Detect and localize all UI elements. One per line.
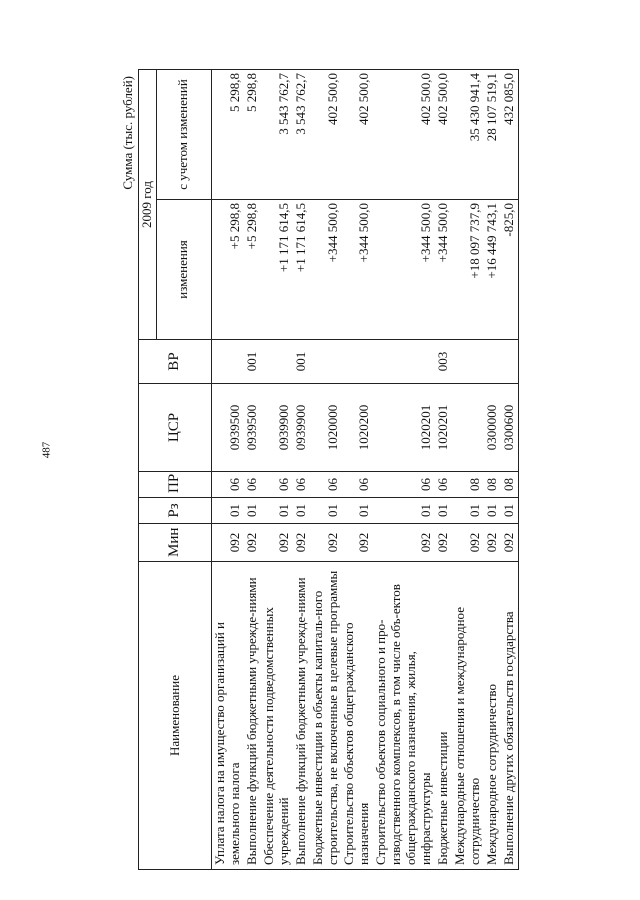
row-rz: 01 bbox=[261, 498, 293, 524]
row-vr bbox=[501, 340, 518, 384]
row-min: 092 bbox=[373, 524, 435, 562]
header-min: Мин bbox=[139, 524, 212, 562]
row-csr: 0939900 bbox=[293, 384, 310, 472]
row-min: 092 bbox=[484, 524, 501, 562]
row-rz: 01 bbox=[501, 498, 518, 524]
row-total: 35 430 941,4 bbox=[452, 70, 484, 200]
header-year: 2009 год bbox=[139, 70, 157, 340]
row-vr bbox=[452, 340, 484, 384]
row-csr: 0939900 bbox=[261, 384, 293, 472]
row-pr: 06 bbox=[261, 472, 293, 498]
row-rz: 01 bbox=[211, 498, 243, 524]
rotated-page-content bbox=[120, 70, 600, 870]
row-change: +18 097 737,9 bbox=[452, 200, 484, 340]
row-min: 092 bbox=[341, 524, 373, 562]
row-csr: 1020201 bbox=[435, 384, 452, 472]
table-row bbox=[341, 70, 373, 870]
row-min: 092 bbox=[293, 524, 310, 562]
row-name: Международные отношения и международное сотрудничество bbox=[452, 562, 484, 870]
row-change: +5 298,8 bbox=[211, 200, 243, 340]
row-vr bbox=[211, 340, 243, 384]
row-vr: 001 bbox=[293, 340, 310, 384]
row-change: -825,0 bbox=[501, 200, 518, 340]
row-total: 28 107 519,1 bbox=[484, 70, 501, 200]
row-name: Бюджетные инвестиции bbox=[435, 562, 452, 870]
row-name: Выполнение функций бюджетными учрежде-ниями bbox=[293, 562, 310, 870]
row-min: 092 bbox=[435, 524, 452, 562]
header-csr: ЦСР bbox=[139, 384, 212, 472]
row-change: +1 171 614,5 bbox=[261, 200, 293, 340]
row-total: 432 085,0 bbox=[501, 70, 518, 200]
row-total: 3 543 762,7 bbox=[261, 70, 293, 200]
row-csr: 0300600 bbox=[501, 384, 518, 472]
row-change: +344 500,0 bbox=[341, 200, 373, 340]
row-csr: 1020200 bbox=[341, 384, 373, 472]
row-rz: 01 bbox=[373, 498, 435, 524]
row-change: +344 500,0 bbox=[373, 200, 435, 340]
row-change: +5 298,8 bbox=[244, 200, 261, 340]
row-total: 402 500,0 bbox=[435, 70, 452, 200]
row-name: Строительство объектов социального и про-изводственного комплексов, в том числе объ-ектов общегражданского назначения, жилья, инфраструктуры bbox=[373, 562, 435, 870]
row-vr: 003 bbox=[435, 340, 452, 384]
header-changes: изменения bbox=[156, 200, 211, 340]
row-vr bbox=[341, 340, 373, 384]
row-pr: 06 bbox=[211, 472, 243, 498]
table-row bbox=[484, 70, 501, 870]
row-pr: 06 bbox=[373, 472, 435, 498]
row-vr bbox=[310, 340, 342, 384]
row-min: 092 bbox=[310, 524, 342, 562]
row-pr: 06 bbox=[293, 472, 310, 498]
row-name: Уплата налога на имущество организаций и земельного налога bbox=[211, 562, 243, 870]
table-row bbox=[373, 70, 435, 870]
row-min: 092 bbox=[261, 524, 293, 562]
table-row bbox=[501, 70, 518, 870]
row-vr bbox=[373, 340, 435, 384]
header-rz: Рз bbox=[139, 498, 212, 524]
row-total: 3 543 762,7 bbox=[293, 70, 310, 200]
row-total: 402 500,0 bbox=[310, 70, 342, 200]
header-name: Наименование bbox=[139, 562, 212, 870]
row-name: Строительство объектов общегражданского назначения bbox=[341, 562, 373, 870]
table-row bbox=[310, 70, 342, 870]
table-row bbox=[244, 70, 261, 870]
row-rz: 01 bbox=[341, 498, 373, 524]
row-rz: 01 bbox=[435, 498, 452, 524]
row-pr: 06 bbox=[435, 472, 452, 498]
row-rz: 01 bbox=[484, 498, 501, 524]
row-name: Бюджетные инвестиции в объекты капиталь-ного строительства, не включенные в целевые программы bbox=[310, 562, 342, 870]
row-rz: 01 bbox=[310, 498, 342, 524]
row-csr: 1020000 bbox=[310, 384, 342, 472]
row-name: Выполнение других обязательств государства bbox=[501, 562, 518, 870]
table-row bbox=[261, 70, 293, 870]
table-body bbox=[211, 70, 518, 870]
row-change: +344 500,0 bbox=[435, 200, 452, 340]
row-vr bbox=[261, 340, 293, 384]
budget-table bbox=[138, 69, 519, 870]
row-pr: 08 bbox=[484, 472, 501, 498]
row-total: 5 298,8 bbox=[211, 70, 243, 200]
row-csr bbox=[452, 384, 484, 472]
row-total: 402 500,0 bbox=[341, 70, 373, 200]
row-pr: 06 bbox=[341, 472, 373, 498]
row-name: Обеспечение деятельности подведомственных учреждений bbox=[261, 562, 293, 870]
row-csr: 0939500 bbox=[211, 384, 243, 472]
row-min: 092 bbox=[211, 524, 243, 562]
row-min: 092 bbox=[452, 524, 484, 562]
row-csr: 0300000 bbox=[484, 384, 501, 472]
row-csr: 0939500 bbox=[244, 384, 261, 472]
row-vr bbox=[484, 340, 501, 384]
row-name: Выполнение функций бюджетными учрежде-ниями bbox=[244, 562, 261, 870]
row-pr: 06 bbox=[244, 472, 261, 498]
row-change: +1 171 614,5 bbox=[293, 200, 310, 340]
row-pr: 06 bbox=[310, 472, 342, 498]
header-vr: ВР bbox=[139, 340, 212, 384]
table-row bbox=[211, 70, 243, 870]
row-total: 402 500,0 bbox=[373, 70, 435, 200]
row-rz: 01 bbox=[244, 498, 261, 524]
row-pr: 08 bbox=[501, 472, 518, 498]
row-rz: 01 bbox=[452, 498, 484, 524]
page-number: 487 bbox=[40, 441, 53, 459]
row-change: +344 500,0 bbox=[310, 200, 342, 340]
row-pr: 08 bbox=[452, 472, 484, 498]
row-csr: 1020201 bbox=[373, 384, 435, 472]
table-row bbox=[293, 70, 310, 870]
row-vr: 001 bbox=[244, 340, 261, 384]
table-row bbox=[452, 70, 484, 870]
row-total: 5 298,8 bbox=[244, 70, 261, 200]
row-min: 092 bbox=[501, 524, 518, 562]
row-change: +16 449 743,1 bbox=[484, 200, 501, 340]
header-pr: ПР bbox=[139, 472, 212, 498]
table-row bbox=[435, 70, 452, 870]
row-name: Международное сотрудничество bbox=[484, 562, 501, 870]
row-min: 092 bbox=[244, 524, 261, 562]
unit-caption: Сумма (тыс. рублей) bbox=[120, 76, 135, 190]
header-with-changes: с учетом изменений bbox=[156, 70, 211, 200]
row-rz: 01 bbox=[293, 498, 310, 524]
